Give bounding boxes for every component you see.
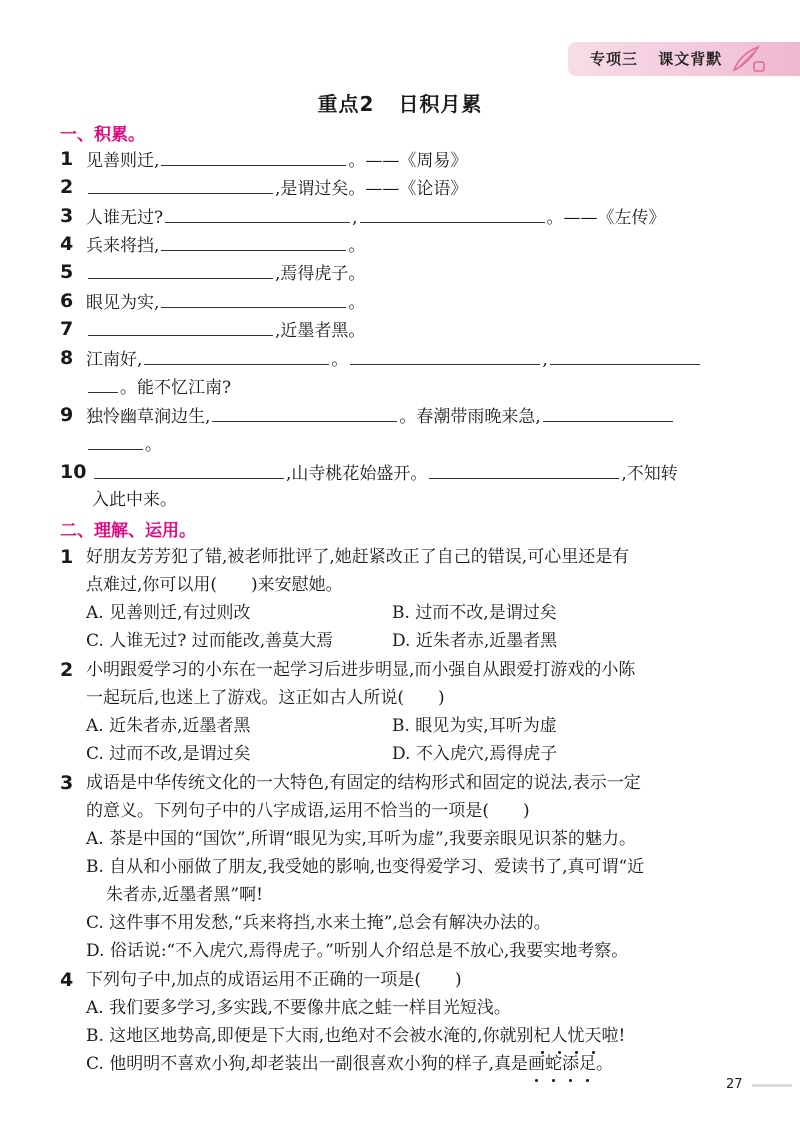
emphasis-char: 足 <box>579 1054 597 1074</box>
answer-blank[interactable] <box>94 460 284 479</box>
answer-blank[interactable] <box>161 289 346 308</box>
question-text: 好朋友芳芳犯了错,被老师批评了,她赶紧改正了自己的错误,可心里还是有 <box>86 547 630 567</box>
emphasis-char: 天 <box>584 1026 602 1046</box>
header-topic: 课文背默 <box>658 50 723 68</box>
item-8-line-2 <box>86 374 231 400</box>
option-c[interactable]: C. 过而不改,是谓过矣 <box>86 744 251 764</box>
item-text: 人谁无过? <box>86 208 164 228</box>
option-a[interactable]: A. 近朱者赤,近墨者黑 <box>86 716 251 736</box>
item-number: 3 <box>60 205 74 227</box>
answer-blank[interactable] <box>350 346 540 365</box>
answer-blank[interactable] <box>429 460 619 479</box>
question-number: 2 <box>60 659 74 681</box>
answer-blank[interactable] <box>165 204 350 223</box>
item-text: 。 <box>331 350 349 370</box>
header-section: 专项三 <box>590 50 639 68</box>
option-b-continued: 朱者赤,近墨者黑”啊! <box>106 885 263 905</box>
item-3-line <box>86 204 666 230</box>
option-b[interactable] <box>86 1024 625 1048</box>
emphasis-char: 杞 <box>533 1026 551 1046</box>
item-9-line <box>86 403 675 429</box>
option-d[interactable]: D. 俗话说:“不入虎穴,焉得虎子。”听别人介绍总是不放心,我要实地考察。 <box>86 941 629 961</box>
question-text: 点难过,你可以用( )来安慰她。 <box>86 575 343 595</box>
emphasis-char: 画 <box>528 1054 546 1074</box>
answer-blank[interactable] <box>88 260 273 279</box>
item-10-line <box>92 460 678 486</box>
question-number: 1 <box>60 546 74 568</box>
option-c[interactable]: C. 人谁无过? 过而能改,善莫大焉 <box>86 631 334 651</box>
item-2-line <box>86 175 467 201</box>
option-a[interactable]: A. 见善则迁,有过则改 <box>86 603 251 623</box>
emphasis-char: 蛇 <box>545 1054 563 1074</box>
item-text: 。——《周易》 <box>348 151 468 171</box>
item-text: , <box>542 350 548 370</box>
question-text: 成语是中华传统文化的一大特色,有固定的结构形式和固定的说法,表示一定 <box>86 773 641 793</box>
page-footer-bar <box>752 1084 792 1087</box>
item-9-line-2 <box>86 431 162 457</box>
option-b[interactable]: B. 眼见为实,耳听为虚 <box>392 716 557 736</box>
title-label: 重点2 <box>317 92 375 116</box>
item-number: 8 <box>60 347 74 369</box>
section-heading-accumulate: 一、积累。 <box>60 125 145 145</box>
title-text: 日积月累 <box>398 92 483 116</box>
item-8-line <box>86 346 702 372</box>
item-text: ,不知转 <box>621 464 678 484</box>
option-d[interactable]: D. 不入虎穴,焉得虎子 <box>392 744 558 764</box>
answer-blank[interactable] <box>360 204 545 223</box>
emphasis-char: 忧 <box>567 1026 585 1046</box>
item-text: 江南好, <box>86 350 143 370</box>
answer-blank[interactable] <box>88 374 118 393</box>
header-label <box>590 48 736 69</box>
option-text: C. 他明明不喜欢小狗,却老装出一副很喜欢小狗的样子,真是 <box>86 1054 529 1074</box>
option-c[interactable]: C. 这件事不用发愁,“兵来将挡,水来土掩”,总会有解决办法的。 <box>86 913 551 933</box>
option-text: B. 这地区地势高,即便是下大雨,也绝对不会被水淹的,你就别 <box>86 1026 534 1046</box>
item-text: ,山寺桃花始盛开。 <box>286 464 428 484</box>
item-text: 眼见为实, <box>86 293 160 313</box>
option-a[interactable]: A. 茶是中国的“国饮”,所谓“眼见为实,耳听为虚”,我要亲眼见识茶的魅力。 <box>86 829 637 849</box>
item-text: ,焉得虎子。 <box>275 264 366 284</box>
item-5-line <box>86 260 365 286</box>
question-text: 下列句子中,加点的成语运用不正确的一项是( ) <box>86 970 462 990</box>
item-text: 。春潮带雨晚来急, <box>399 407 541 427</box>
answer-blank[interactable] <box>161 232 346 251</box>
answer-blank[interactable] <box>550 346 700 365</box>
item-text: 兵来将挡, <box>86 236 160 256</box>
option-b[interactable]: B. 自从和小丽做了朋友,我受她的影响,也变得爱学习、爱读书了,真可谓“近 <box>86 857 645 877</box>
question-text: 一起玩后,也迷上了游戏。这正如古人所说( ) <box>86 688 445 708</box>
item-number: 9 <box>60 404 74 426</box>
item-1-line <box>86 147 467 173</box>
answer-blank[interactable] <box>144 346 329 365</box>
feather-ink-icon <box>728 44 768 74</box>
item-number: 1 <box>60 148 74 170</box>
item-text: ,近墨者黑。 <box>275 321 366 341</box>
item-text: 独怜幽草涧边生, <box>86 407 211 427</box>
item-4-line <box>86 232 365 258</box>
item-number: 4 <box>60 233 74 255</box>
item-text: , <box>352 208 358 228</box>
question-number: 3 <box>60 772 74 794</box>
item-10-line-2 <box>92 488 177 512</box>
answer-blank[interactable] <box>543 403 673 422</box>
item-text: 。 <box>145 435 162 455</box>
answer-blank[interactable] <box>88 175 273 194</box>
item-text: 。——《左传》 <box>546 208 666 228</box>
item-text: 。能不忆江南? <box>120 378 232 398</box>
item-text: 。 <box>348 236 366 256</box>
question-text: 小明跟爱学习的小东在一起学习后进步明显,而小强自从跟爱打游戏的小陈 <box>86 660 636 680</box>
emphasis-char: 添 <box>562 1054 580 1074</box>
item-6-line <box>86 289 365 315</box>
item-text: 见善则迁, <box>86 151 160 171</box>
question-text: 的意义。下列句子中的八字成语,运用不恰当的一项是( ) <box>86 801 530 821</box>
option-d[interactable]: D. 近朱者赤,近墨者黑 <box>392 631 558 651</box>
answer-blank[interactable] <box>161 147 346 166</box>
item-number: 5 <box>60 261 74 283</box>
option-c[interactable] <box>86 1052 613 1076</box>
dotted-idiom <box>534 1026 602 1046</box>
item-number: 2 <box>60 176 74 198</box>
item-text: 入此中来。 <box>92 490 177 510</box>
question-number: 4 <box>60 969 74 991</box>
page-number: 27 <box>726 1077 743 1092</box>
answer-blank[interactable] <box>88 431 143 450</box>
section-heading-apply: 二、理解、运用。 <box>60 521 196 541</box>
dotted-idiom <box>528 1054 596 1074</box>
option-a[interactable]: A. 我们要多学习,多实践,不要像井底之蛙一样目光短浅。 <box>86 998 511 1018</box>
answer-blank[interactable] <box>88 317 273 336</box>
page-title <box>0 88 800 117</box>
option-text: 啦! <box>601 1026 626 1046</box>
emphasis-char: 人 <box>550 1026 568 1046</box>
item-number: 7 <box>60 318 74 340</box>
item-7-line <box>86 317 365 343</box>
option-b[interactable]: B. 过而不改,是谓过矣 <box>392 603 557 623</box>
item-number: 10 <box>60 461 87 483</box>
item-text: ,是谓过矣。——《论语》 <box>275 179 468 199</box>
item-text: 。 <box>348 293 366 313</box>
answer-blank[interactable] <box>212 403 397 422</box>
item-number: 6 <box>60 290 74 312</box>
option-text: 。 <box>596 1054 614 1074</box>
